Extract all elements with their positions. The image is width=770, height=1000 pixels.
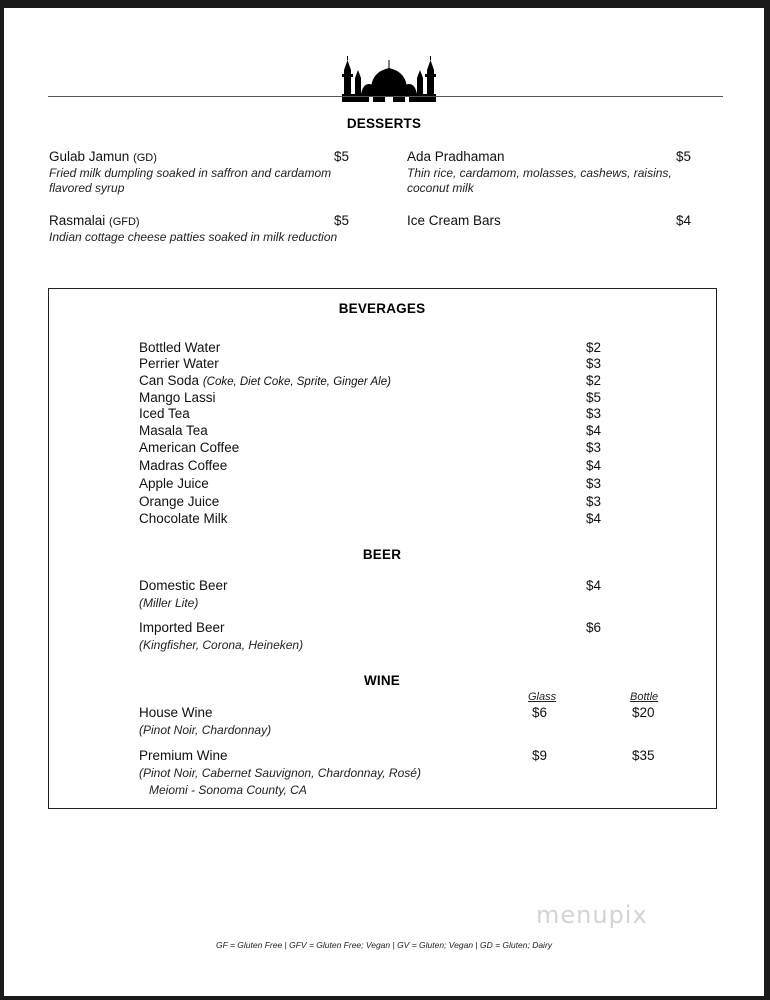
beverage-row: Mango Lassi $5 [139,390,602,405]
wine-glass-price: $9 [532,748,548,763]
beer-brands: (Kingfisher, Corona, Heineken) [139,638,304,652]
dessert-item-name: Rasmalai (GFD) [49,213,140,228]
glass-column-header: Glass [528,691,557,703]
desserts-title: DESSERTS [346,116,422,131]
beverages-title: BEVERAGES [338,301,426,316]
diet-tag: (GFD) [109,216,140,228]
dessert-description: Indian cottage cheese patties soaked in milk reduction [49,230,338,244]
diet-tag: (GD) [133,152,157,164]
menu-page [4,8,764,996]
beverage-row: American Coffee $3 [139,440,602,455]
beverage-row: Bottled Water $2 [139,340,602,355]
bottle-column-header: Bottle [630,691,659,703]
wine-name: Premium Wine [139,748,228,763]
beverage-row: Masala Tea $4 [139,423,602,438]
wine-varietals: (Pinot Noir, Cabernet Sauvignon, Chardonnay, Rosé) [139,766,421,780]
beer-row: Domestic Beer $4 [139,578,602,593]
beverage-row: Iced Tea $3 [139,406,602,421]
dessert-description: Fried milk dumpling soaked in saffron and cardamom flavored syrup [49,166,332,195]
beer-row: Imported Beer $6 [139,620,602,635]
beverage-row: Chocolate Milk $4 [139,511,602,526]
dessert-price: $5 [676,149,692,164]
header-divider [48,96,723,97]
beverage-row: Can Soda (Coke, Diet Coke, Sprite, Ginger Ale) $2 [139,373,602,388]
dessert-item-name: Gulab Jamun (GD) [49,149,157,164]
beer-title: BEER [362,547,402,562]
wine-varietals: (Pinot Noir, Chardonnay) [139,723,272,737]
wine-origin: Meiomi - Sonoma County, CA [149,783,307,797]
beverage-note: (Coke, Diet Coke, Sprite, Ginger Ale) [202,376,391,388]
diet-legend-footer: GF = Gluten Free | GFV = Gluten Free; Vegan | GV = Gluten; Vegan | GD = Gluten; Dairy [215,940,553,950]
beverage-row: Madras Coffee $4 [139,458,602,473]
dessert-description: Thin rice, cardamom, molasses, cashews, raisins, coconut milk [407,166,672,195]
wine-bottle-price: $20 [632,705,655,720]
dessert-price: $5 [334,213,350,228]
menupix-watermark: menupix [536,901,648,929]
beverages-box [48,288,717,809]
wine-name: House Wine [139,705,213,720]
wine-bottle-price: $35 [632,748,655,763]
wine-glass-price: $6 [532,705,548,720]
beer-brands: (Miller Lite) [139,596,199,610]
beverage-row: Perrier Water $3 [139,356,602,371]
dessert-price: $5 [334,149,350,164]
dessert-price: $4 [676,213,692,228]
beverage-row: Orange Juice $3 [139,494,602,509]
wine-title: WINE [363,673,401,688]
dessert-item-name: Ada Pradhaman [407,149,505,164]
dessert-item-name: Ice Cream Bars [407,213,501,228]
beverage-row: Apple Juice $3 [139,476,602,491]
